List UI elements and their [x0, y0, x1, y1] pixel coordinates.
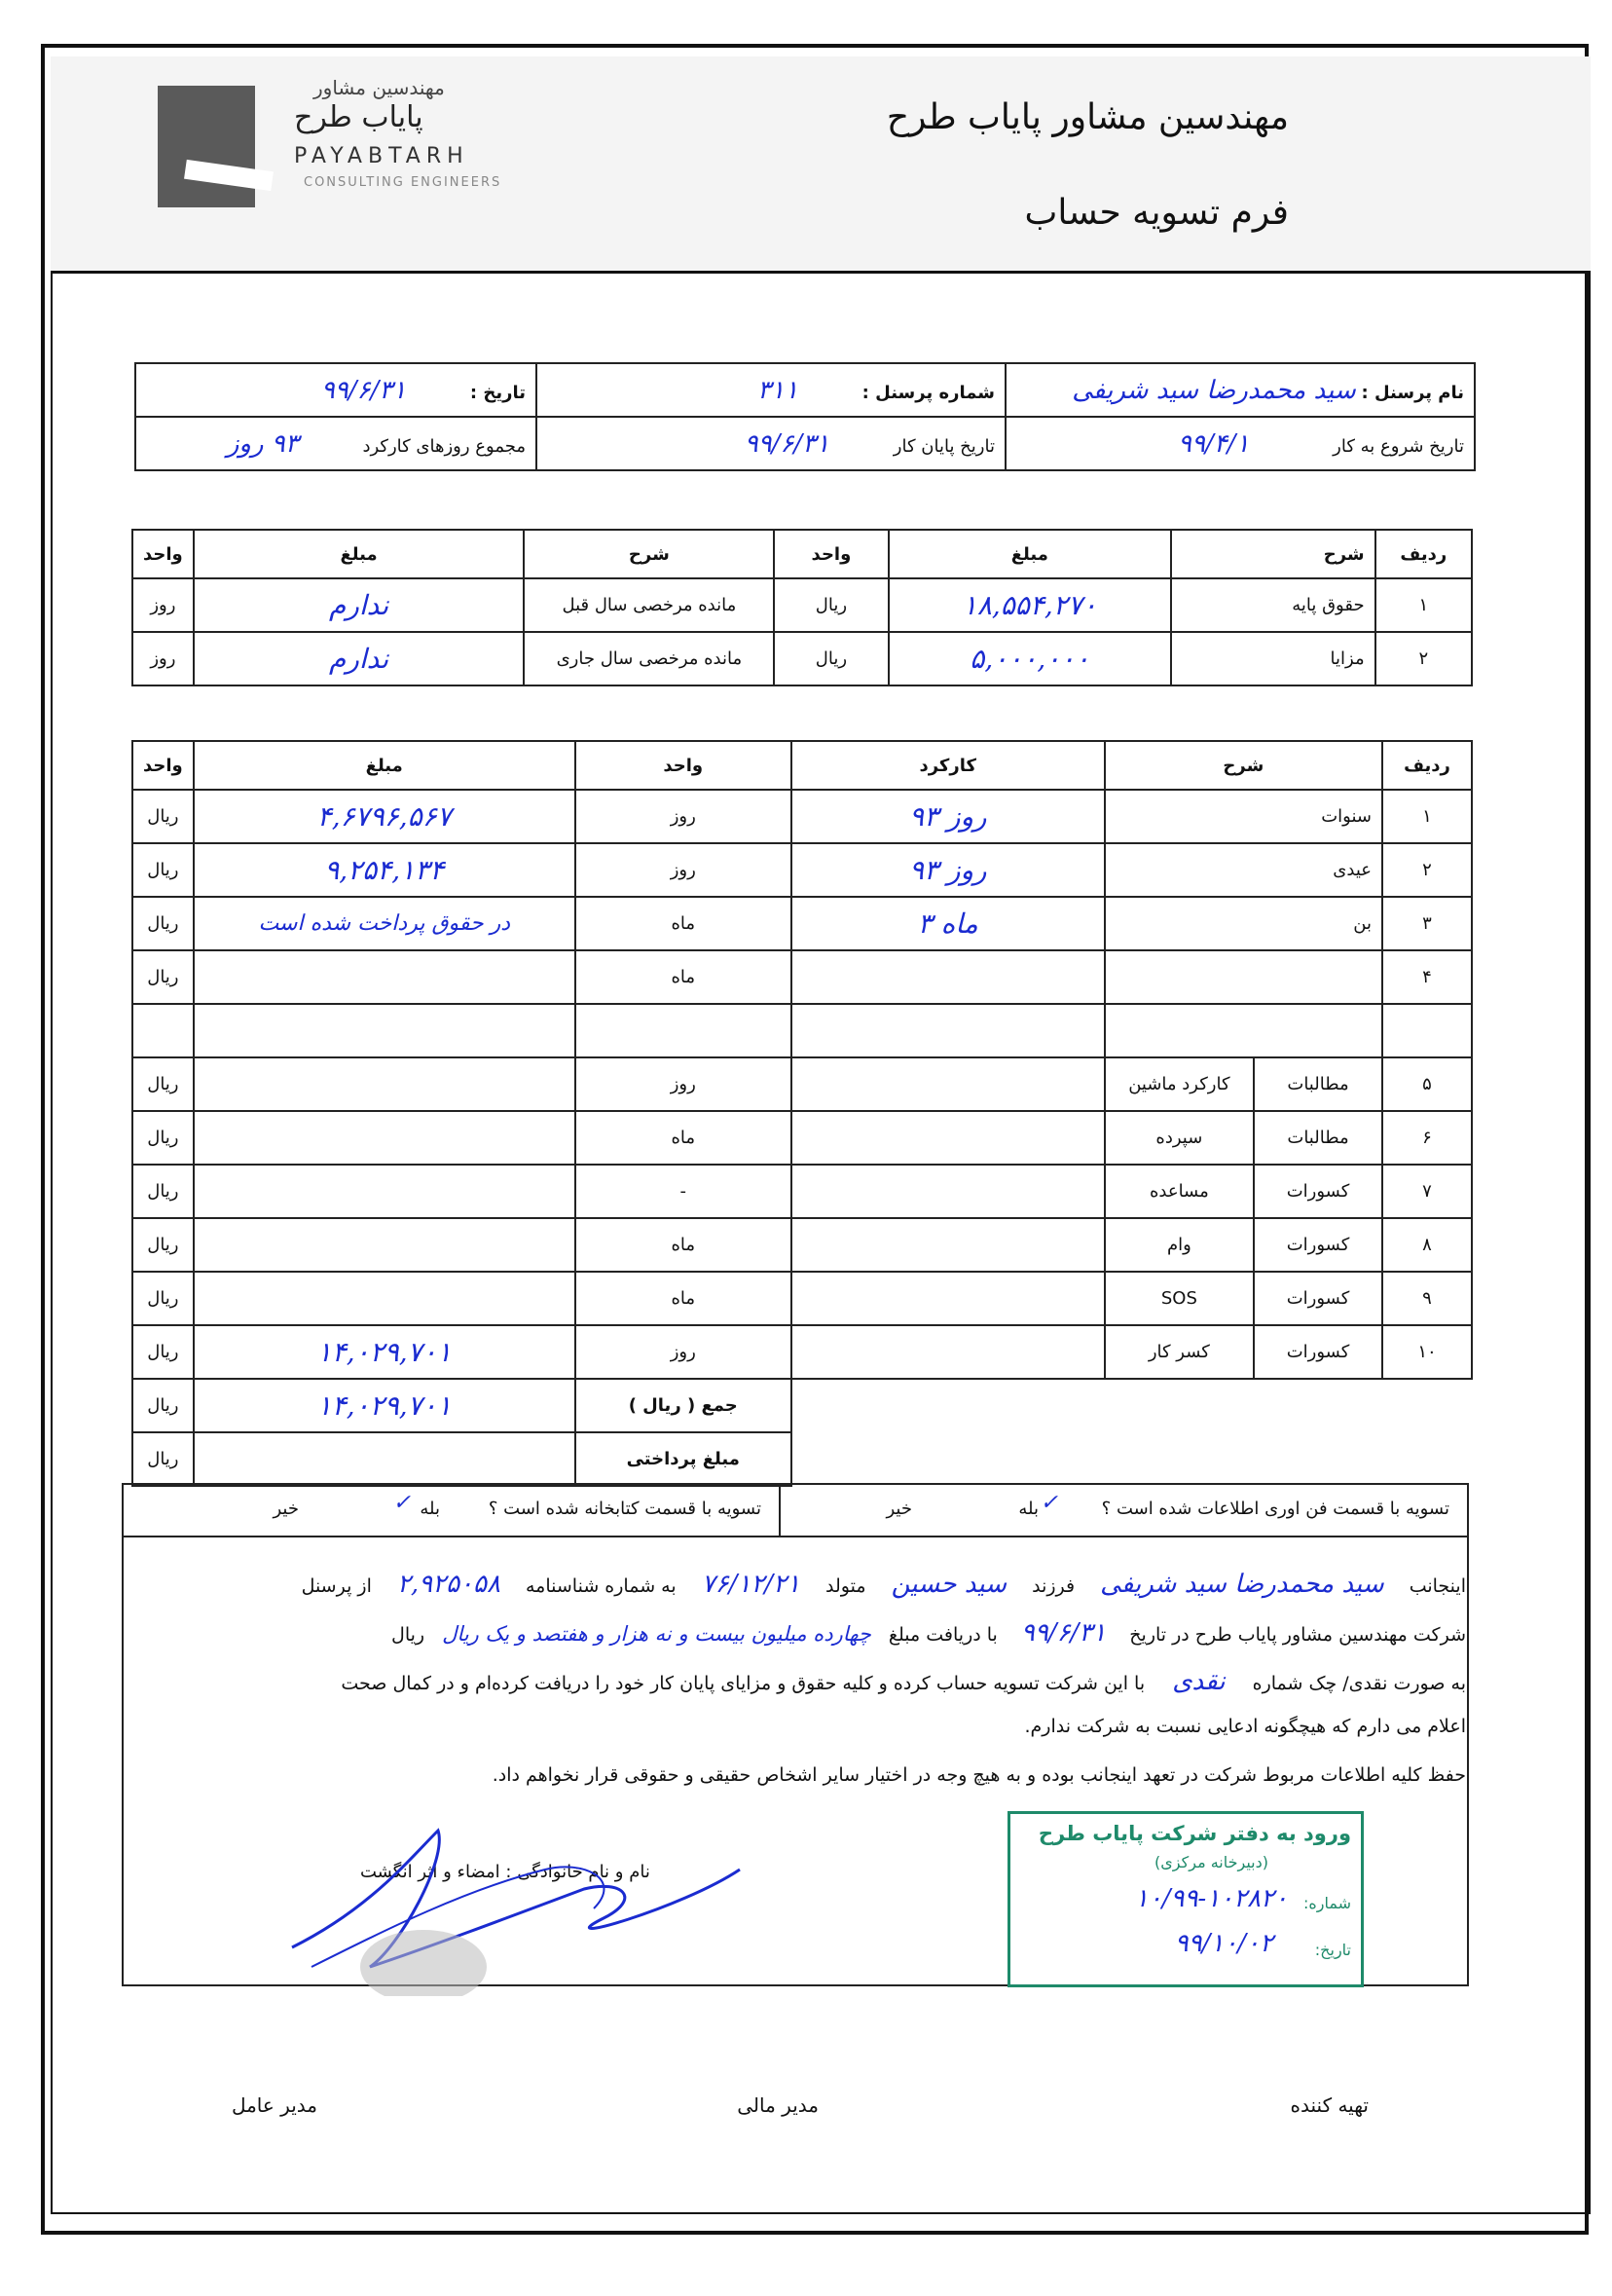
- lib-no[interactable]: خیر: [273, 1499, 299, 1519]
- declaration-line-2: شرکت مهندسین مشاور پایاب طرح در تاریخ ۹۹/۶/۳۱ با دریافت مبلغ چهارده میلیون بیست و نه هزار و هفتصد و یک ریال ریال: [391, 1618, 1466, 1648]
- table-row: ۵ مطالبات کارکرد ماشین روز ریال: [132, 1057, 1472, 1111]
- payable-row: [132, 1432, 1472, 1486]
- total-unit: ریال: [132, 1379, 194, 1432]
- ceo-label: مدیر عامل: [231, 2093, 317, 2117]
- lib-check-mark-icon: ✓: [392, 1491, 411, 1515]
- payable-unit: ریال: [132, 1432, 194, 1486]
- stamp-title: ورود به دفتر شرکت پایاب طرح: [1038, 1822, 1351, 1845]
- registry-stamp: [1008, 1811, 1364, 1987]
- logo-en: PAYABTARH: [294, 144, 469, 168]
- end-cell: تاریخ پایان کار ۹۹/۶/۳۱: [536, 417, 1006, 470]
- total-label: جمع ( ریال ): [575, 1379, 791, 1432]
- table-row: ۴ ماه ریال: [132, 950, 1472, 1004]
- form-title: فرم تسویه حساب: [1024, 193, 1289, 233]
- t2-h-no: ردیف: [1382, 741, 1472, 790]
- preparer-label: تهیه کننده: [1290, 2093, 1369, 2117]
- t2-h-unit: واحد: [575, 741, 791, 790]
- it-no[interactable]: خیر: [886, 1499, 912, 1519]
- table-row: ۶ مطالبات سپرده ماه ریال: [132, 1111, 1472, 1165]
- signature-icon: [253, 1801, 759, 1996]
- stamp-date-label: تاریخ:: [1314, 1941, 1351, 1959]
- payable-amount: [194, 1432, 575, 1486]
- total-amount: ۱۴,۰۲۹,۷۰۱: [194, 1379, 575, 1432]
- finance-manager-label: مدیر مالی: [737, 2093, 819, 2117]
- declaration-line-5: حفظ کلیه اطلاعات مربوط شرکت در تعهد اینجانب بوده و به هیچ وجه در اختیار سایر اشخاص حقیقی و حقوقی قرار نخواهم داد.: [492, 1764, 1466, 1786]
- stamp-number-label: شماره:: [1302, 1894, 1351, 1912]
- date-value: ۹۹/۶/۳۱: [320, 375, 407, 405]
- lib-check-label: تسویه با قسمت کتابخانه شده است ؟: [488, 1499, 761, 1519]
- company-name: مهندسین مشاور پایاب طرح: [886, 97, 1289, 137]
- it-check-label: تسویه با قسمت فن اوری اطلاعات شده است ؟: [1101, 1499, 1449, 1519]
- t2-h-work: کارکرد: [791, 741, 1105, 790]
- table-row: ۱ سنوات ۹۳ روز روز ۴,۶۷۹۶,۵۶۷ ریال: [132, 790, 1472, 843]
- table-row: ۲ عیدی ۹۳ روز روز ۹,۲۵۴,۱۳۴ ریال: [132, 843, 1472, 897]
- it-check-mark-icon: ✓: [1040, 1491, 1058, 1515]
- settlement-table: [131, 740, 1473, 1487]
- personnel-cell: شماره پرسنل : ۳۱۱: [536, 363, 1006, 417]
- stamp-number-value: ۱۰/۹۹-۱۰۲۸۲۰: [1134, 1884, 1288, 1913]
- start-cell: تاریخ شروع به کار ۹۹/۴/۱: [1006, 417, 1475, 470]
- table-row: ۳ بن ۳ ماه ماه در حقوق پرداخت شده است ریال: [132, 897, 1472, 950]
- declaration-line-1: اینجانب سید محمدرضا سید شریفی فرزند سید حسین متولد ۷۶/۱۲/۲۱ به شماره شناسنامه ۲,۹۲۵۰۵۸ از پرسنل: [301, 1570, 1466, 1599]
- total-row: [132, 1379, 1472, 1432]
- start-value: ۹۹/۴/۱: [1178, 428, 1250, 459]
- name-cell: نام پرسنل : سید محمدرضا سید شریفی: [1006, 363, 1475, 417]
- salary-table: [131, 529, 1473, 686]
- table-row: ۱ حقوق پایه ۱۸,۵۵۴,۲۷۰ ریال مانده مرخصی سال قبل ندارم روز: [132, 578, 1472, 632]
- personnel-info-table: [134, 362, 1476, 471]
- company-logo-icon: [158, 86, 255, 207]
- t2-h-desc: شرح: [1105, 741, 1382, 790]
- declaration-line-4: اعلام می دارم که هیچگونه ادعایی نسبت به شرکت ندارم.: [1024, 1716, 1466, 1737]
- table-row: ۸ کسورات وام ماه ریال: [132, 1218, 1472, 1272]
- days-value: ۹۳ روز: [226, 428, 299, 459]
- name-value: سید محمدرضا سید شریفی: [1072, 375, 1356, 405]
- form-header: [51, 56, 1591, 274]
- logo-en-sub: CONSULTING ENGINEERS: [304, 175, 502, 190]
- lib-yes[interactable]: بله: [420, 1499, 440, 1519]
- t1-h-desc: شرح: [1171, 530, 1374, 578]
- t2-h-amount: مبلغ: [194, 741, 575, 790]
- divider: [779, 1485, 781, 1536]
- table-row: ۱۰ کسورات کسر کار روز ۱۴,۰۲۹,۷۰۱ ریال: [132, 1325, 1472, 1379]
- declaration-line-3: به صورت نقدی/ چک شماره نقدی با این شرکت تسویه حساب کرده و کلیه حقوق و مزایای پایان کار خود را دریافت کرده‌ام و در کمال صحت: [341, 1667, 1466, 1696]
- logo-fa: پایاب طرح: [294, 100, 423, 134]
- t1-h-amount2: مبلغ: [194, 530, 525, 578]
- t1-h-unit: واحد: [774, 530, 888, 578]
- personnel-value: ۳۱۱: [757, 375, 798, 405]
- date-cell: تاریخ : ۹۹/۶/۳۱: [135, 363, 536, 417]
- t2-h-unit2: واحد: [132, 741, 194, 790]
- payable-label: مبلغ پرداختی: [575, 1432, 791, 1486]
- clearance-checks: [122, 1483, 1469, 1537]
- stamp-sub: (دبیرخانه مرکزی): [1154, 1853, 1268, 1871]
- t1-h-no: ردیف: [1375, 530, 1472, 578]
- t1-h-amount: مبلغ: [889, 530, 1172, 578]
- end-value: ۹۹/۶/۳۱: [744, 428, 830, 459]
- days-cell: مجموع روزهای کارکرد ۹۳ روز: [135, 417, 536, 470]
- t1-h-desc2: شرح: [524, 530, 774, 578]
- stamp-date-value: ۹۹/۱۰/۰۲: [1174, 1929, 1273, 1958]
- signature-label: نام و نام خانوادگی : امضاء و اثر انگشت: [360, 1862, 650, 1882]
- table-row: [132, 1004, 1472, 1057]
- table-row: ۲ مزایا ۵,۰۰۰,۰۰۰ ریال مانده مرخصی سال جاری ندارم روز: [132, 632, 1472, 685]
- logo-fa-small: مهندسین مشاور: [313, 76, 445, 99]
- table-row: ۷ کسورات مساعده - ریال: [132, 1165, 1472, 1218]
- it-yes[interactable]: بله: [1018, 1499, 1039, 1519]
- t1-h-unit2: واحد: [132, 530, 194, 578]
- table-row: ۹ کسورات SOS ماه ریال: [132, 1272, 1472, 1325]
